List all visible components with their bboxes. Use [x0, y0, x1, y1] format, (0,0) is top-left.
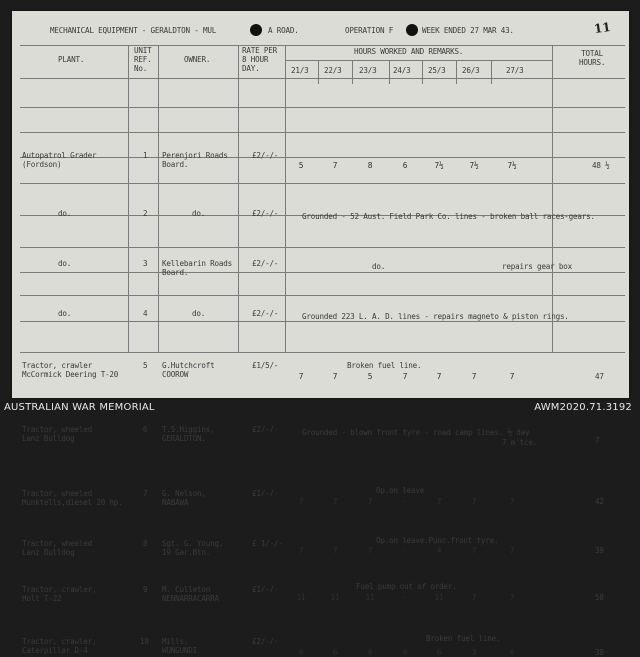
owner-text: do. — [192, 309, 206, 318]
hours-cell: - — [402, 496, 408, 506]
owner-text: G.Hutchcroft — [162, 361, 215, 370]
unit-ref-cell: 9 — [143, 585, 148, 594]
footer-accession-number: AWM2020.71.3192 — [534, 402, 632, 413]
plant-text: Tractor, crawler, — [22, 585, 97, 594]
hours-cell: 6 — [332, 647, 338, 657]
owner-cell — [162, 361, 214, 379]
day-header: 22/3 — [324, 66, 342, 75]
hours-cell: 5 — [367, 372, 373, 381]
plant-text: Caterpillar D-4 — [22, 646, 88, 655]
unit-ref-cell: 2 — [143, 209, 148, 218]
remark-text: Fuel pump out of order. — [356, 582, 457, 591]
owner-text: Kellebarin Roads — [162, 259, 232, 268]
unit-ref-cell: 7 — [143, 489, 148, 498]
column-header-total: TOTAL HOURS. — [579, 49, 606, 67]
hours-cell: 7 — [471, 372, 477, 381]
hours-cell: 7 — [509, 372, 515, 381]
hours-cell: 7 — [509, 496, 515, 506]
hours-cell: 5 — [298, 160, 304, 170]
owner-cell — [162, 585, 219, 603]
hours-cell: 7½ — [469, 160, 479, 170]
rate-cell: £2/-/- — [252, 637, 279, 646]
punch-hole — [250, 24, 262, 36]
hours-cell: 6 — [402, 160, 408, 170]
owner-text: G. Nelson, — [162, 489, 206, 498]
rate-cell: £2/-/- — [252, 309, 279, 318]
owner-text: Sgt. G. Young, — [162, 539, 224, 548]
plant-text: Autopatrol Grader — [22, 151, 97, 160]
remark-text: Op.on leave — [376, 486, 425, 495]
owner-text: do. — [192, 209, 206, 218]
owner-text: T.S.Higgins, — [162, 425, 215, 434]
hours-cell: - — [402, 593, 408, 602]
day-header: 23/3 — [359, 66, 377, 75]
remark-text: Grounded - blown front tyre - road camp lines. ½ day — [302, 428, 530, 437]
rate-cell: £ 1/-/- — [252, 539, 283, 548]
hours-cell: 7 — [332, 160, 338, 170]
total-cell: 48 ½ — [592, 160, 610, 170]
handwritten-mark: 11 — [593, 19, 612, 37]
hours-cell: 11 — [434, 593, 444, 602]
remark-text: repairs gear box — [502, 262, 572, 271]
hours-cell: 7 — [436, 496, 442, 506]
hours-cell: - — [402, 545, 408, 555]
plant-text: Tractor, crawler — [22, 361, 92, 370]
week-ended: WEEK ENDED 27 MAR 43. — [422, 26, 514, 35]
unit-ref-cell: 8 — [143, 539, 148, 548]
owner-cell — [162, 425, 214, 443]
day-header: 25/3 — [428, 66, 446, 75]
document-title: MECHANICAL EQUIPMENT - GERALDTON - MUL — [50, 26, 217, 35]
plant-text: do. — [58, 259, 72, 268]
owner-text: 19 Gar.Btn. — [162, 548, 211, 557]
unit-ref-cell: 10 — [140, 637, 149, 646]
column-header-hours: HOURS WORKED AND REMARKS. — [354, 47, 464, 56]
owner-text: NENNARRACARRA — [162, 594, 219, 603]
total-cell: 42 — [595, 496, 604, 506]
plant-cell — [22, 539, 92, 557]
plant-text: Holt T-22 — [22, 594, 62, 603]
hours-cell: 6 — [298, 647, 304, 657]
hours-cell: 6 — [509, 647, 515, 657]
total-cell: 39 — [595, 647, 604, 657]
rate-cell: £1/-/- — [252, 585, 279, 594]
rate-cell: £1/5/- — [252, 361, 279, 370]
hours-cell: 11 — [296, 593, 306, 602]
unit-ref-cell: 4 — [143, 309, 148, 318]
hours-cell: 7 — [471, 496, 477, 506]
remark-text: do. — [372, 262, 386, 271]
plant-text: do. — [58, 309, 72, 318]
hours-cell: 6 — [367, 647, 373, 657]
plant-text: Tractor, wheeled — [22, 489, 92, 498]
total-cell: 7 — [595, 436, 600, 445]
owner-text: Mills, — [162, 637, 189, 646]
rate-cell: £2/-/- — [252, 425, 279, 434]
rate-cell: £2/-/- — [252, 151, 279, 160]
hours-cell: 7 — [509, 545, 515, 555]
day-header: 27/3 — [506, 66, 524, 75]
hours-cell: 11 — [365, 593, 375, 602]
owner-text: M. Culleton — [162, 585, 211, 594]
document-title-end: A ROAD. — [268, 26, 299, 35]
operation-label: OPERATION F — [345, 26, 394, 35]
unit-ref-cell: 5 — [143, 361, 148, 370]
rate-cell: £2/-/- — [252, 259, 279, 268]
column-header-rate: RATE PER 8 HOUR DAY. — [242, 46, 277, 73]
plant-text: Tractor, crawler, — [22, 637, 97, 646]
plant-text: Lanz Bulldog — [22, 434, 75, 443]
hours-cell: 7 — [471, 545, 477, 555]
hours-cell: 7 — [367, 545, 373, 555]
owner-text: Board. — [162, 160, 189, 169]
owner-text: COOROW — [162, 370, 189, 379]
plant-cell — [22, 637, 96, 655]
table-row — [12, 78, 629, 170]
plant-text: (Fordson) — [22, 160, 62, 169]
remark-text: Op.on leave.Punc.front tyre. — [376, 536, 499, 545]
remark-text: Grounded - 52 Aust. Field Park Co. lines - broken ball races-gears. — [302, 212, 595, 221]
hours-cell: 7 — [509, 593, 515, 602]
owner-text: WUNGUNDI — [162, 646, 197, 655]
hours-cell: 3 — [471, 647, 477, 657]
plant-text: Lanz Bulldog — [22, 548, 75, 557]
plant-text: Tractor, wheeled — [22, 539, 92, 548]
plant-text: Tractor, wheeled — [22, 425, 92, 434]
plant-text: do. — [58, 209, 72, 218]
owner-cell — [162, 637, 197, 655]
remark-text: 7 m'tce. — [502, 438, 537, 447]
remark-text: Broken fuel line. — [426, 634, 501, 643]
hours-cell: 7 — [298, 545, 304, 555]
owner-text: Board. — [162, 268, 189, 277]
plant-cell — [22, 489, 123, 507]
plant-text: McCormick Deering T-20 — [22, 370, 119, 379]
footer-source: AUSTRALIAN WAR MEMORIAL — [4, 402, 155, 413]
plant-text: Munktells,diesel 20 hp. — [22, 498, 123, 507]
column-header-unit-ref: UNIT REF. No. — [134, 46, 152, 73]
unit-ref-cell: 6 — [143, 425, 148, 434]
total-cell: 47 — [595, 372, 604, 381]
day-header: 26/3 — [462, 66, 480, 75]
hours-cell: 7 — [332, 372, 338, 381]
owner-text: NABAWA — [162, 498, 189, 507]
remark-text: Grounded 223 L. A. D. lines - repairs magneto & piston rings. — [302, 312, 569, 321]
plant-cell — [22, 425, 92, 443]
owner-cell — [162, 539, 223, 557]
hours-cell: 7½ — [507, 160, 517, 170]
hours-cell: 7 — [436, 372, 442, 381]
plant-cell — [22, 585, 96, 603]
rate-cell: £2/-/- — [252, 209, 279, 218]
unit-ref-cell: 3 — [143, 259, 148, 268]
total-cell: 39 — [595, 545, 604, 555]
hours-cell: 11 — [330, 593, 340, 602]
hours-cell: 7 — [471, 593, 477, 602]
column-header-owner: OWNER. — [184, 55, 211, 64]
hours-cell: 6 — [436, 647, 442, 657]
hours-cell: 7 — [402, 372, 408, 381]
hours-cell: 6 — [402, 647, 408, 657]
hours-cell: 7 — [332, 496, 338, 506]
hours-cell: 7 — [332, 545, 338, 555]
owner-text: Perenjori Roads — [162, 151, 228, 160]
owner-text: GERALDTON. — [162, 434, 206, 443]
unit-ref-cell: 1 — [143, 151, 148, 160]
remark-text: Broken fuel line. — [347, 361, 422, 370]
punch-hole — [406, 24, 418, 36]
day-header: 21/3 — [291, 66, 309, 75]
day-header: 24/3 — [393, 66, 411, 75]
column-header-plant: PLANT. — [58, 55, 85, 64]
hours-cell: 4 — [436, 545, 442, 555]
hours-cell: 7½ — [434, 160, 444, 170]
total-cell: 58 — [595, 593, 604, 602]
owner-cell — [162, 489, 206, 507]
hours-cell: 7 — [298, 372, 304, 381]
plant-cell — [22, 361, 118, 379]
hours-cell: 7 — [298, 496, 304, 506]
hours-cell: 7 — [367, 496, 373, 506]
hours-cell: 8 — [367, 160, 373, 170]
rate-cell: £1/-/- — [252, 489, 279, 498]
